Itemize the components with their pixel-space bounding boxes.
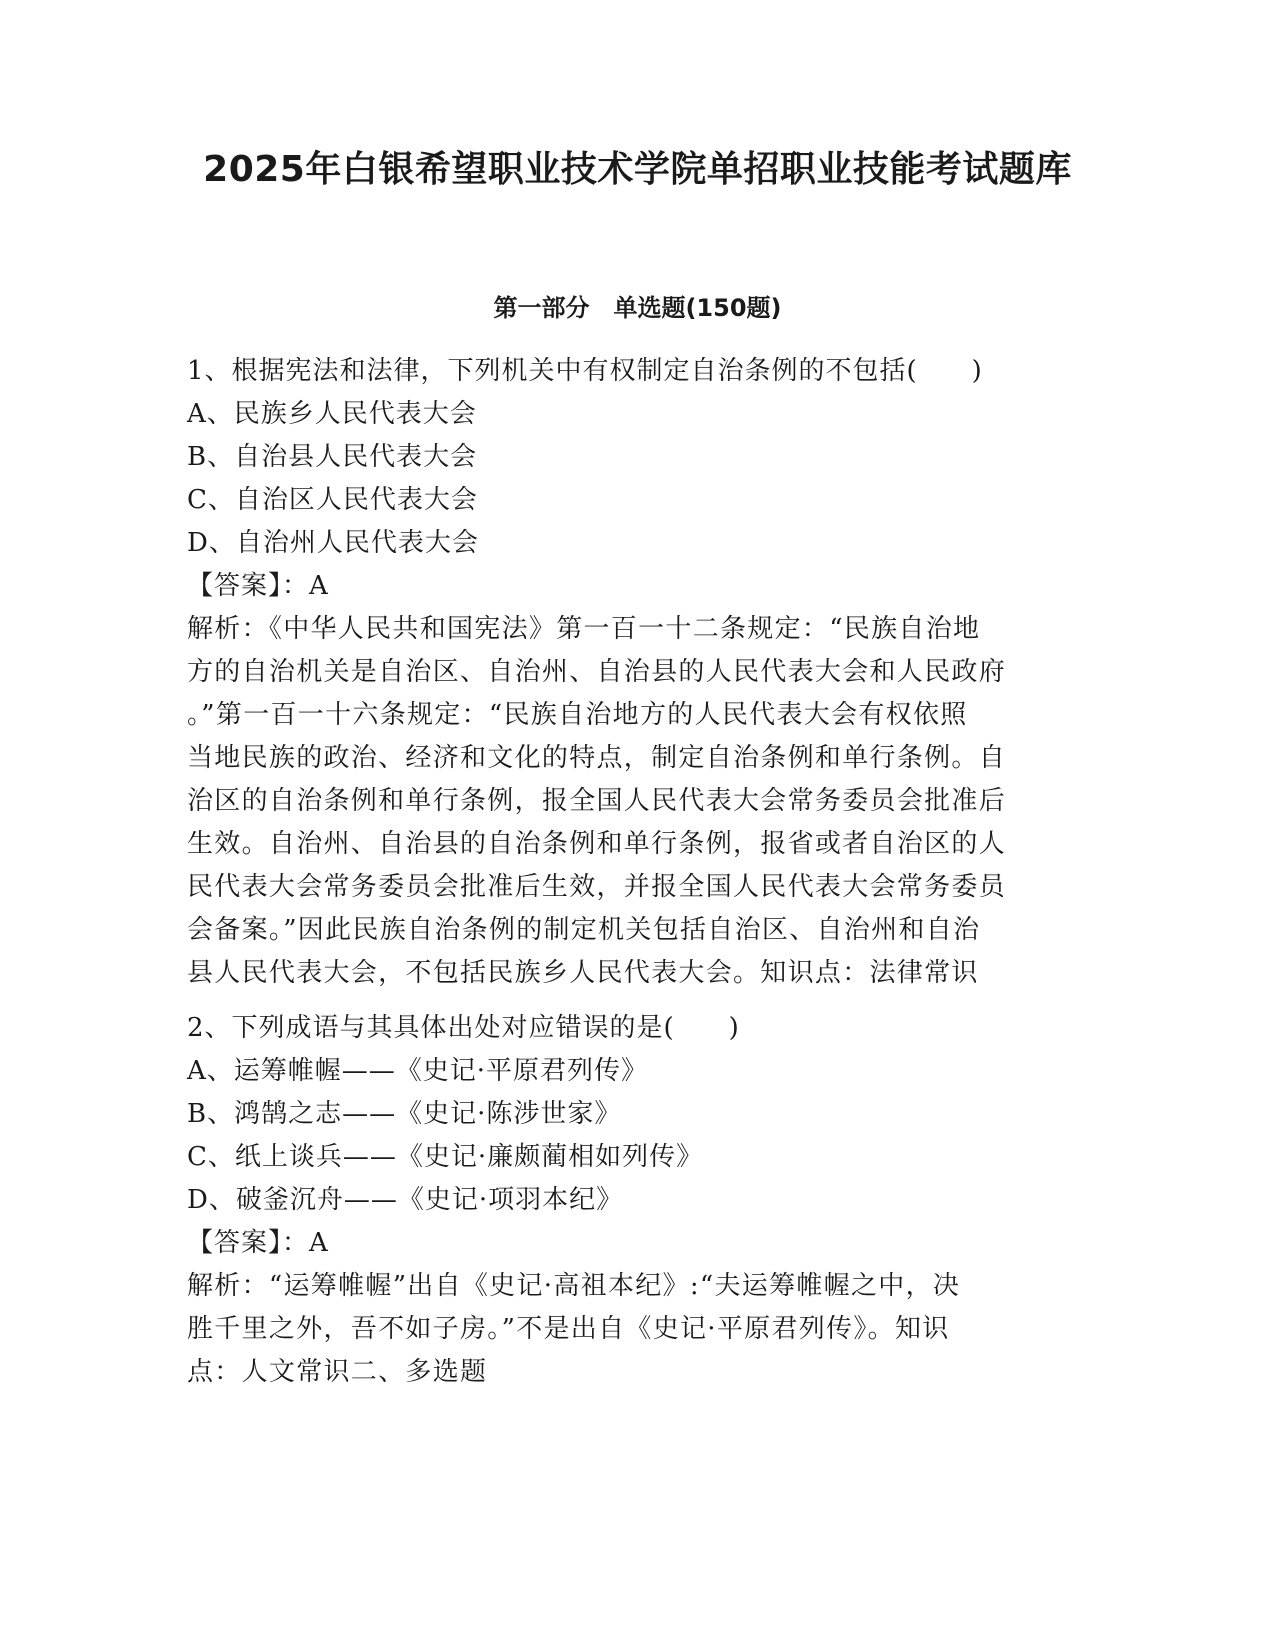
option-d: D、破釜沉舟——《史记·项羽本纪》 (187, 1185, 624, 1215)
question-1 (187, 350, 1067, 995)
analysis-line: 生效。自治州、自治县的自治条例和单行条例，报省或者自治区的人 (187, 829, 1007, 859)
analysis-line: 方的自治机关是自治区、自治州、自治县的人民代表大会和人民政府 (187, 657, 1007, 687)
analysis-line: 治区的自治条例和单行条例，报全国人民代表大会常务委员会批准后 (187, 786, 1007, 816)
analysis-line: 解析：《中华人民共和国宪法》第一百一十二条规定：“民族自治地 (187, 614, 981, 644)
option-d: D、自治州人民代表大会 (187, 528, 479, 558)
question-2 (187, 1007, 1067, 1394)
answer: 【答案】：A (187, 1228, 329, 1258)
option-c: C、自治区人民代表大会 (187, 485, 478, 515)
analysis-line: 解析：“运筹帷幄”出自《史记·高祖本纪》:“夫运筹帷幄之中，决 (187, 1271, 961, 1301)
question-list (187, 350, 1067, 1406)
analysis-line: 会备案。”因此民族自治条例的制定机关包括自治区、自治州和自治 (187, 915, 981, 945)
option-a: A、民族乡人民代表大会 (187, 399, 477, 429)
question-stem: 2、下列成语与其具体出处对应错误的是( ) (187, 1013, 740, 1043)
option-a: A、运筹帷幄——《史记·平原君列传》 (187, 1056, 649, 1086)
analysis (187, 1265, 1067, 1394)
option-c: C、纸上谈兵——《史记·廉颇蔺相如列传》 (187, 1142, 704, 1172)
analysis-line: 县人民代表大会，不包括民族乡人民代表大会。知识点：法律常识 (187, 958, 979, 988)
option-b: B、鸿鹄之志——《史记·陈涉世家》 (187, 1099, 622, 1129)
analysis (187, 608, 1067, 995)
analysis-line: 。”第一百一十六条规定：“民族自治地方的人民代表大会有权依照 (187, 700, 968, 730)
analysis-line: 胜千里之外，吾不如子房。”不是出自《史记·平原君列传》。知识 (187, 1314, 950, 1344)
analysis-line: 民代表大会常务委员会批准后生效，并报全国人民代表大会常务委员 (187, 872, 1007, 902)
section-title: 第一部分 单选题(150题) (493, 294, 782, 322)
question-stem: 1、根据宪法和法律，下列机关中有权制定自治条例的不包括( ) (187, 356, 983, 386)
option-b: B、自治县人民代表大会 (187, 442, 478, 472)
analysis-line: 点：人文常识二、多选题 (187, 1357, 488, 1387)
document-title: 2025年白银希望职业技术学院单招职业技能考试题库 (203, 149, 1072, 190)
answer: 【答案】：A (187, 571, 329, 601)
analysis-line: 当地民族的政治、经济和文化的特点，制定自治条例和单行条例。自 (187, 743, 1007, 773)
